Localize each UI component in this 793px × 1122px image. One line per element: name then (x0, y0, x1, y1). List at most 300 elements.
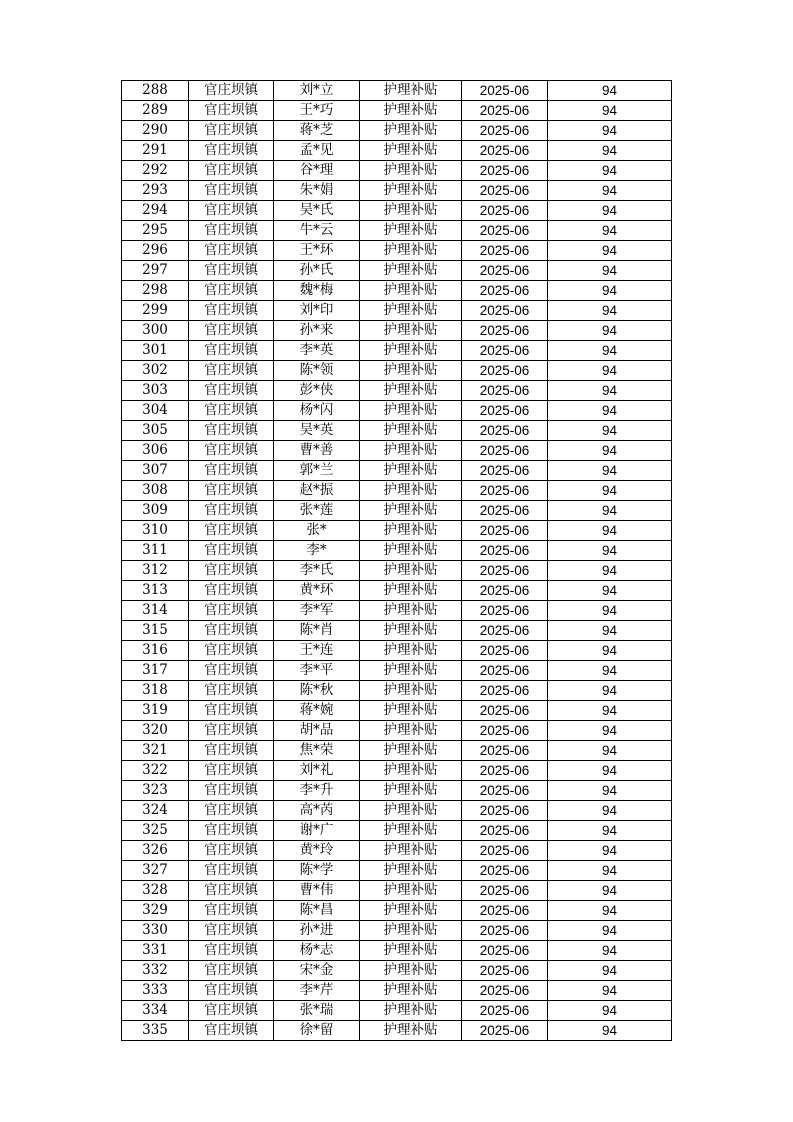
recipient-name-cell: 李*芹 (274, 981, 360, 1001)
period-cell: 2025-06 (462, 401, 548, 421)
recipient-name-cell: 宋*金 (274, 961, 360, 981)
table-row (122, 621, 672, 641)
subsidy-type-cell: 护理补贴 (360, 581, 462, 601)
table-row (122, 541, 672, 561)
town-cell: 官庄坝镇 (189, 661, 274, 681)
table-row (122, 421, 672, 441)
town-cell: 官庄坝镇 (189, 821, 274, 841)
amount-cell: 94 (548, 881, 672, 901)
town-cell: 官庄坝镇 (189, 781, 274, 801)
subsidy-type-cell: 护理补贴 (360, 141, 462, 161)
town-cell: 官庄坝镇 (189, 201, 274, 221)
town-cell: 官庄坝镇 (189, 361, 274, 381)
recipient-name-cell: 徐*留 (274, 1021, 360, 1041)
period-cell: 2025-06 (462, 981, 548, 1001)
table-row (122, 861, 672, 881)
subsidy-type-cell: 护理补贴 (360, 701, 462, 721)
subsidy-type-cell: 护理补贴 (360, 921, 462, 941)
subsidy-type-cell: 护理补贴 (360, 721, 462, 741)
table-row (122, 381, 672, 401)
town-cell: 官庄坝镇 (189, 841, 274, 861)
recipient-name-cell: 魏*梅 (274, 281, 360, 301)
period-cell: 2025-06 (462, 361, 548, 381)
row-number-cell: 327 (122, 861, 189, 881)
recipient-name-cell: 彭*侠 (274, 381, 360, 401)
subsidy-type-cell: 护理补贴 (360, 161, 462, 181)
row-number-cell: 301 (122, 341, 189, 361)
row-number-cell: 315 (122, 621, 189, 641)
amount-cell: 94 (548, 1021, 672, 1041)
town-cell: 官庄坝镇 (189, 581, 274, 601)
row-number-cell: 293 (122, 181, 189, 201)
recipient-name-cell: 杨*闪 (274, 401, 360, 421)
subsidy-type-cell: 护理补贴 (360, 741, 462, 761)
town-cell: 官庄坝镇 (189, 281, 274, 301)
town-cell: 官庄坝镇 (189, 741, 274, 761)
amount-cell: 94 (548, 781, 672, 801)
subsidy-type-cell: 护理补贴 (360, 401, 462, 421)
town-cell: 官庄坝镇 (189, 81, 274, 101)
subsidy-type-cell: 护理补贴 (360, 461, 462, 481)
recipient-name-cell: 刘*礼 (274, 761, 360, 781)
row-number-cell: 325 (122, 821, 189, 841)
subsidy-type-cell: 护理补贴 (360, 261, 462, 281)
recipient-name-cell: 陈*秋 (274, 681, 360, 701)
town-cell: 官庄坝镇 (189, 621, 274, 641)
recipient-name-cell: 陈*肖 (274, 621, 360, 641)
recipient-name-cell: 朱*娟 (274, 181, 360, 201)
town-cell: 官庄坝镇 (189, 601, 274, 621)
subsidy-type-cell: 护理补贴 (360, 1021, 462, 1041)
subsidy-type-cell: 护理补贴 (360, 81, 462, 101)
row-number-cell: 300 (122, 321, 189, 341)
row-number-cell: 317 (122, 661, 189, 681)
table-row (122, 241, 672, 261)
row-number-cell: 314 (122, 601, 189, 621)
table-row (122, 461, 672, 481)
period-cell: 2025-06 (462, 221, 548, 241)
table-row (122, 881, 672, 901)
amount-cell: 94 (548, 901, 672, 921)
amount-cell: 94 (548, 861, 672, 881)
amount-cell: 94 (548, 281, 672, 301)
row-number-cell: 332 (122, 961, 189, 981)
period-cell: 2025-06 (462, 941, 548, 961)
period-cell: 2025-06 (462, 261, 548, 281)
town-cell: 官庄坝镇 (189, 561, 274, 581)
row-number-cell: 319 (122, 701, 189, 721)
recipient-name-cell: 谢*广 (274, 821, 360, 841)
period-cell: 2025-06 (462, 901, 548, 921)
town-cell: 官庄坝镇 (189, 441, 274, 461)
table-row (122, 801, 672, 821)
recipient-name-cell: 吴*氏 (274, 201, 360, 221)
subsidy-type-cell: 护理补贴 (360, 181, 462, 201)
amount-cell: 94 (548, 141, 672, 161)
town-cell: 官庄坝镇 (189, 481, 274, 501)
amount-cell: 94 (548, 381, 672, 401)
amount-cell: 94 (548, 701, 672, 721)
recipient-name-cell: 李*平 (274, 661, 360, 681)
subsidy-type-cell: 护理补贴 (360, 1001, 462, 1021)
subsidy-type-cell: 护理补贴 (360, 841, 462, 861)
row-number-cell: 296 (122, 241, 189, 261)
table-row (122, 141, 672, 161)
amount-cell: 94 (548, 681, 672, 701)
row-number-cell: 288 (122, 81, 189, 101)
period-cell: 2025-06 (462, 661, 548, 681)
row-number-cell: 323 (122, 781, 189, 801)
subsidy-table-body (122, 81, 672, 1041)
row-number-cell: 316 (122, 641, 189, 661)
recipient-name-cell: 刘*立 (274, 81, 360, 101)
period-cell: 2025-06 (462, 741, 548, 761)
amount-cell: 94 (548, 201, 672, 221)
row-number-cell: 298 (122, 281, 189, 301)
recipient-name-cell: 李*英 (274, 341, 360, 361)
amount-cell: 94 (548, 741, 672, 761)
town-cell: 官庄坝镇 (189, 341, 274, 361)
table-row (122, 361, 672, 381)
amount-cell: 94 (548, 361, 672, 381)
period-cell: 2025-06 (462, 1001, 548, 1021)
recipient-name-cell: 孟*见 (274, 141, 360, 161)
recipient-name-cell: 张* (274, 521, 360, 541)
town-cell: 官庄坝镇 (189, 421, 274, 441)
table-row (122, 721, 672, 741)
table-row (122, 221, 672, 241)
subsidy-type-cell: 护理补贴 (360, 901, 462, 921)
period-cell: 2025-06 (462, 381, 548, 401)
row-number-cell: 312 (122, 561, 189, 581)
town-cell: 官庄坝镇 (189, 461, 274, 481)
recipient-name-cell: 王*巧 (274, 101, 360, 121)
row-number-cell: 326 (122, 841, 189, 861)
period-cell: 2025-06 (462, 141, 548, 161)
recipient-name-cell: 赵*振 (274, 481, 360, 501)
subsidy-type-cell: 护理补贴 (360, 501, 462, 521)
table-row (122, 641, 672, 661)
subsidy-type-cell: 护理补贴 (360, 361, 462, 381)
subsidy-type-cell: 护理补贴 (360, 541, 462, 561)
row-number-cell: 299 (122, 301, 189, 321)
table-row (122, 681, 672, 701)
period-cell: 2025-06 (462, 1021, 548, 1041)
period-cell: 2025-06 (462, 581, 548, 601)
recipient-name-cell: 孙*氏 (274, 261, 360, 281)
recipient-name-cell: 王*连 (274, 641, 360, 661)
table-row (122, 441, 672, 461)
recipient-name-cell: 高*芮 (274, 801, 360, 821)
period-cell: 2025-06 (462, 501, 548, 521)
town-cell: 官庄坝镇 (189, 241, 274, 261)
table-row (122, 101, 672, 121)
amount-cell: 94 (548, 101, 672, 121)
row-number-cell: 311 (122, 541, 189, 561)
recipient-name-cell: 谷*理 (274, 161, 360, 181)
amount-cell: 94 (548, 241, 672, 261)
row-number-cell: 335 (122, 1021, 189, 1041)
recipient-name-cell: 张*瑞 (274, 1001, 360, 1021)
town-cell: 官庄坝镇 (189, 921, 274, 941)
town-cell: 官庄坝镇 (189, 1021, 274, 1041)
subsidy-type-cell: 护理补贴 (360, 761, 462, 781)
recipient-name-cell: 李*升 (274, 781, 360, 801)
subsidy-table (121, 80, 672, 1041)
recipient-name-cell: 刘*印 (274, 301, 360, 321)
table-row (122, 981, 672, 1001)
row-number-cell: 330 (122, 921, 189, 941)
amount-cell: 94 (548, 641, 672, 661)
amount-cell: 94 (548, 981, 672, 1001)
row-number-cell: 303 (122, 381, 189, 401)
town-cell: 官庄坝镇 (189, 941, 274, 961)
subsidy-type-cell: 护理补贴 (360, 121, 462, 141)
table-row (122, 841, 672, 861)
recipient-name-cell: 吴*英 (274, 421, 360, 441)
table-row (122, 761, 672, 781)
amount-cell: 94 (548, 81, 672, 101)
recipient-name-cell: 李*氏 (274, 561, 360, 581)
period-cell: 2025-06 (462, 201, 548, 221)
subsidy-type-cell: 护理补贴 (360, 441, 462, 461)
period-cell: 2025-06 (462, 161, 548, 181)
amount-cell: 94 (548, 561, 672, 581)
period-cell: 2025-06 (462, 81, 548, 101)
period-cell: 2025-06 (462, 441, 548, 461)
table-row (122, 401, 672, 421)
table-row (122, 601, 672, 621)
amount-cell: 94 (548, 481, 672, 501)
table-row (122, 741, 672, 761)
subsidy-type-cell: 护理补贴 (360, 821, 462, 841)
row-number-cell: 328 (122, 881, 189, 901)
amount-cell: 94 (548, 341, 672, 361)
period-cell: 2025-06 (462, 421, 548, 441)
period-cell: 2025-06 (462, 961, 548, 981)
subsidy-type-cell: 护理补贴 (360, 861, 462, 881)
subsidy-type-cell: 护理补贴 (360, 241, 462, 261)
town-cell: 官庄坝镇 (189, 681, 274, 701)
subsidy-type-cell: 护理补贴 (360, 561, 462, 581)
town-cell: 官庄坝镇 (189, 861, 274, 881)
row-number-cell: 295 (122, 221, 189, 241)
table-row (122, 301, 672, 321)
town-cell: 官庄坝镇 (189, 321, 274, 341)
row-number-cell: 292 (122, 161, 189, 181)
amount-cell: 94 (548, 761, 672, 781)
amount-cell: 94 (548, 721, 672, 741)
table-row (122, 481, 672, 501)
period-cell: 2025-06 (462, 821, 548, 841)
subsidy-type-cell: 护理补贴 (360, 521, 462, 541)
subsidy-type-cell: 护理补贴 (360, 781, 462, 801)
period-cell: 2025-06 (462, 641, 548, 661)
row-number-cell: 318 (122, 681, 189, 701)
period-cell: 2025-06 (462, 621, 548, 641)
recipient-name-cell: 李* (274, 541, 360, 561)
town-cell: 官庄坝镇 (189, 961, 274, 981)
recipient-name-cell: 孙*来 (274, 321, 360, 341)
amount-cell: 94 (548, 841, 672, 861)
subsidy-type-cell: 护理补贴 (360, 641, 462, 661)
row-number-cell: 302 (122, 361, 189, 381)
subsidy-type-cell: 护理补贴 (360, 321, 462, 341)
period-cell: 2025-06 (462, 321, 548, 341)
amount-cell: 94 (548, 961, 672, 981)
town-cell: 官庄坝镇 (189, 801, 274, 821)
period-cell: 2025-06 (462, 861, 548, 881)
town-cell: 官庄坝镇 (189, 501, 274, 521)
amount-cell: 94 (548, 421, 672, 441)
subsidy-type-cell: 护理补贴 (360, 201, 462, 221)
row-number-cell: 334 (122, 1001, 189, 1021)
period-cell: 2025-06 (462, 601, 548, 621)
amount-cell: 94 (548, 581, 672, 601)
row-number-cell: 333 (122, 981, 189, 1001)
table-row (122, 281, 672, 301)
town-cell: 官庄坝镇 (189, 261, 274, 281)
period-cell: 2025-06 (462, 801, 548, 821)
subsidy-type-cell: 护理补贴 (360, 661, 462, 681)
amount-cell: 94 (548, 401, 672, 421)
town-cell: 官庄坝镇 (189, 881, 274, 901)
town-cell: 官庄坝镇 (189, 221, 274, 241)
subsidy-type-cell: 护理补贴 (360, 681, 462, 701)
table-row (122, 821, 672, 841)
period-cell: 2025-06 (462, 721, 548, 741)
amount-cell: 94 (548, 821, 672, 841)
amount-cell: 94 (548, 461, 672, 481)
table-row (122, 901, 672, 921)
period-cell: 2025-06 (462, 701, 548, 721)
row-number-cell: 304 (122, 401, 189, 421)
table-row (122, 521, 672, 541)
amount-cell: 94 (548, 541, 672, 561)
subsidy-type-cell: 护理补贴 (360, 601, 462, 621)
town-cell: 官庄坝镇 (189, 141, 274, 161)
subsidy-type-cell: 护理补贴 (360, 421, 462, 441)
recipient-name-cell: 陈*昌 (274, 901, 360, 921)
amount-cell: 94 (548, 1001, 672, 1021)
period-cell: 2025-06 (462, 301, 548, 321)
table-row (122, 181, 672, 201)
row-number-cell: 306 (122, 441, 189, 461)
town-cell: 官庄坝镇 (189, 161, 274, 181)
subsidy-type-cell: 护理补贴 (360, 221, 462, 241)
subsidy-type-cell: 护理补贴 (360, 341, 462, 361)
row-number-cell: 297 (122, 261, 189, 281)
town-cell: 官庄坝镇 (189, 121, 274, 141)
amount-cell: 94 (548, 221, 672, 241)
town-cell: 官庄坝镇 (189, 761, 274, 781)
subsidy-type-cell: 护理补贴 (360, 301, 462, 321)
subsidy-type-cell: 护理补贴 (360, 621, 462, 641)
row-number-cell: 305 (122, 421, 189, 441)
table-row (122, 921, 672, 941)
amount-cell: 94 (548, 941, 672, 961)
period-cell: 2025-06 (462, 841, 548, 861)
town-cell: 官庄坝镇 (189, 721, 274, 741)
table-row (122, 1001, 672, 1021)
amount-cell: 94 (548, 441, 672, 461)
table-row (122, 701, 672, 721)
table-row (122, 581, 672, 601)
recipient-name-cell: 曹*伟 (274, 881, 360, 901)
town-cell: 官庄坝镇 (189, 101, 274, 121)
subsidy-type-cell: 护理补贴 (360, 941, 462, 961)
row-number-cell: 309 (122, 501, 189, 521)
recipient-name-cell: 张*莲 (274, 501, 360, 521)
row-number-cell: 289 (122, 101, 189, 121)
recipient-name-cell: 胡*品 (274, 721, 360, 741)
period-cell: 2025-06 (462, 461, 548, 481)
table-row (122, 121, 672, 141)
recipient-name-cell: 蒋*芝 (274, 121, 360, 141)
subsidy-type-cell: 护理补贴 (360, 981, 462, 1001)
row-number-cell: 308 (122, 481, 189, 501)
subsidy-type-cell: 护理补贴 (360, 101, 462, 121)
period-cell: 2025-06 (462, 561, 548, 581)
recipient-name-cell: 杨*志 (274, 941, 360, 961)
town-cell: 官庄坝镇 (189, 981, 274, 1001)
row-number-cell: 294 (122, 201, 189, 221)
table-row (122, 501, 672, 521)
recipient-name-cell: 陈*学 (274, 861, 360, 881)
table-row (122, 561, 672, 581)
amount-cell: 94 (548, 621, 672, 641)
table-row (122, 341, 672, 361)
period-cell: 2025-06 (462, 781, 548, 801)
subsidy-type-cell: 护理补贴 (360, 281, 462, 301)
amount-cell: 94 (548, 601, 672, 621)
recipient-name-cell: 王*环 (274, 241, 360, 261)
period-cell: 2025-06 (462, 521, 548, 541)
recipient-name-cell: 曹*善 (274, 441, 360, 461)
town-cell: 官庄坝镇 (189, 381, 274, 401)
period-cell: 2025-06 (462, 881, 548, 901)
table-row (122, 941, 672, 961)
row-number-cell: 320 (122, 721, 189, 741)
period-cell: 2025-06 (462, 761, 548, 781)
row-number-cell: 329 (122, 901, 189, 921)
subsidy-type-cell: 护理补贴 (360, 381, 462, 401)
table-row (122, 161, 672, 181)
row-number-cell: 324 (122, 801, 189, 821)
table-row (122, 81, 672, 101)
amount-cell: 94 (548, 261, 672, 281)
table-row (122, 321, 672, 341)
period-cell: 2025-06 (462, 181, 548, 201)
town-cell: 官庄坝镇 (189, 541, 274, 561)
row-number-cell: 313 (122, 581, 189, 601)
town-cell: 官庄坝镇 (189, 901, 274, 921)
town-cell: 官庄坝镇 (189, 1001, 274, 1021)
amount-cell: 94 (548, 521, 672, 541)
town-cell: 官庄坝镇 (189, 521, 274, 541)
table-row (122, 781, 672, 801)
period-cell: 2025-06 (462, 681, 548, 701)
period-cell: 2025-06 (462, 241, 548, 261)
amount-cell: 94 (548, 661, 672, 681)
row-number-cell: 290 (122, 121, 189, 141)
recipient-name-cell: 牛*云 (274, 221, 360, 241)
subsidy-type-cell: 护理补贴 (360, 481, 462, 501)
row-number-cell: 331 (122, 941, 189, 961)
amount-cell: 94 (548, 321, 672, 341)
recipient-name-cell: 黄*玲 (274, 841, 360, 861)
recipient-name-cell: 蒋*婉 (274, 701, 360, 721)
